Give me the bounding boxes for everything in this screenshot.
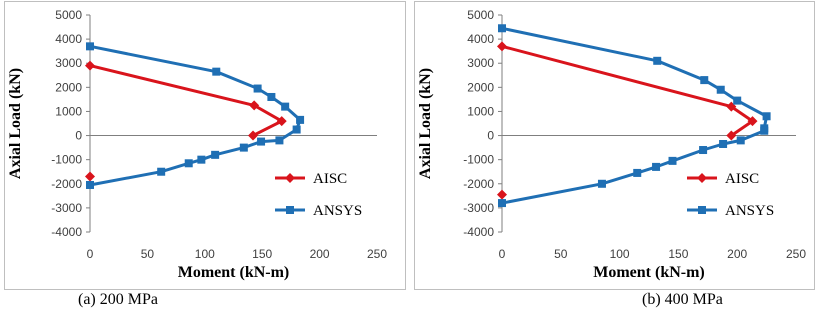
caption-b: (b) 400 MPa [642,291,723,308]
y-tick-label: 3000 [55,56,82,71]
data-point-ansys [760,127,768,135]
y-tick-label: -2000 [51,176,82,191]
y-tick-label: 1000 [55,104,82,119]
data-point-aisc [497,41,507,51]
y-tick-label: 5000 [55,8,82,22]
x-tick-label: 200 [309,247,330,261]
y-axis-title: Axial Load (kN) [7,67,24,180]
x-tick-label: 250 [785,247,807,261]
x-tick-label: 50 [140,247,155,261]
x-tick-label: 100 [609,247,630,261]
x-tick-label: 150 [668,247,689,261]
y-tick-label: 4000 [55,32,82,47]
data-point-ansys [763,112,771,120]
x-tick-label: 200 [727,247,748,261]
y-tick-label: -3000 [51,200,82,215]
data-point-ansys [699,146,707,154]
data-point-ansys [733,97,741,105]
x-tick-label: 150 [252,247,273,261]
x-tick-label: 0 [86,247,94,261]
y-tick-label: -4000 [463,225,494,239]
data-point-ansys [633,169,641,177]
x-axis-title: Moment (kN-m) [177,264,290,281]
data-point-ansys [717,86,725,94]
y-tick-label: -1000 [51,152,82,167]
legend-label-ansys: ANSYS [313,203,363,219]
data-point-ansys [653,57,661,65]
data-point-ansys [598,180,606,188]
caption-a: (a) 200 MPa [78,291,158,308]
y-tick-label: 2000 [55,80,82,95]
y-tick-label: 0 [75,128,82,143]
legend-marker-aisc [697,173,707,183]
y-tick-label: 3000 [467,56,494,71]
series-line-aisc [502,46,753,135]
y-axis-title: Axial Load (kN) [417,67,434,180]
y-tick-label: 1000 [467,104,494,119]
y-tick-label: 4000 [467,32,494,47]
y-tick-label: 0 [487,128,494,143]
x-tick-label: 250 [366,247,388,261]
x-tick-label: 100 [194,247,215,261]
legend-label-aisc: AISC [725,171,760,187]
y-tick-label: 2000 [467,80,494,95]
legend-label-aisc: AISC [313,171,348,187]
data-point-ansys [652,163,660,171]
data-point-ansys [669,157,677,165]
x-axis-title: Moment (kN-m) [593,264,705,281]
y-tick-label: -2000 [463,176,494,191]
data-point-ansys [719,140,727,148]
y-tick-label: -3000 [463,200,494,215]
x-tick-label: 0 [498,247,506,261]
data-point-ansys [700,76,708,84]
data-point-ansys [498,24,506,32]
y-tick-label: 5000 [467,8,494,22]
y-tick-label: -1000 [463,152,494,167]
y-tick-label: -4000 [51,225,82,239]
data-point-aisc [497,190,507,200]
legend-marker-ansys [698,206,706,214]
data-point-ansys [498,199,506,207]
legend-label-ansys: ANSYS [725,203,775,219]
x-tick-label: 50 [554,247,568,261]
data-point-ansys [737,136,745,144]
